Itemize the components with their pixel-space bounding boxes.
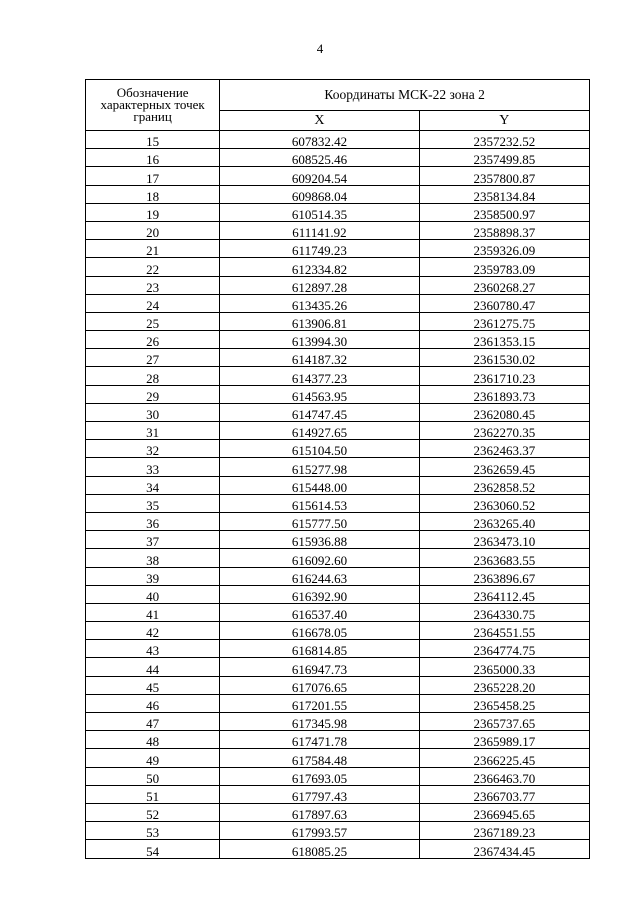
table-row <box>86 749 590 767</box>
cell-point-number: 53 <box>86 822 220 840</box>
table-row <box>86 731 590 749</box>
cell-x: 617201.55 <box>220 694 419 712</box>
cell-y: 2363265.40 <box>419 512 589 530</box>
cell-point-number: 29 <box>86 385 220 403</box>
cell-x: 609868.04 <box>220 185 419 203</box>
cell-x: 617471.78 <box>220 731 419 749</box>
table-row <box>86 312 590 330</box>
cell-y: 2361530.02 <box>419 349 589 367</box>
cell-y: 2357800.87 <box>419 167 589 185</box>
cell-point-number: 27 <box>86 349 220 367</box>
cell-point-number: 40 <box>86 585 220 603</box>
page-number: 4 <box>316 41 324 56</box>
table-row <box>86 840 590 858</box>
cell-point-number: 17 <box>86 167 220 185</box>
cell-point-number: 52 <box>86 803 220 821</box>
cell-y: 2363473.10 <box>419 531 589 549</box>
cell-x: 617345.98 <box>220 713 419 731</box>
cell-x: 609204.54 <box>220 167 419 185</box>
cell-y: 2361275.75 <box>419 312 589 330</box>
cell-x: 613435.26 <box>220 294 419 312</box>
cell-y: 2362270.35 <box>419 422 589 440</box>
cell-x: 610514.35 <box>220 203 419 221</box>
cell-point-number: 46 <box>86 694 220 712</box>
cell-x: 608525.46 <box>220 149 419 167</box>
cell-point-number: 30 <box>86 403 220 421</box>
cell-x: 615448.00 <box>220 476 419 494</box>
cell-point-number: 15 <box>86 131 220 149</box>
cell-y: 2359326.09 <box>419 240 589 258</box>
header-x: X <box>220 111 419 131</box>
cell-point-number: 28 <box>86 367 220 385</box>
cell-point-number: 44 <box>86 658 220 676</box>
table-row <box>86 258 590 276</box>
cell-x: 614377.23 <box>220 367 419 385</box>
table-row <box>86 512 590 530</box>
cell-point-number: 39 <box>86 567 220 585</box>
cell-point-number: 21 <box>86 240 220 258</box>
table-row <box>86 167 590 185</box>
cell-y: 2365000.33 <box>419 658 589 676</box>
table-body <box>86 131 590 859</box>
table-row <box>86 785 590 803</box>
table-row <box>86 349 590 367</box>
table-row <box>86 294 590 312</box>
cell-y: 2363683.55 <box>419 549 589 567</box>
table-row <box>86 622 590 640</box>
table-row <box>86 822 590 840</box>
cell-point-number: 33 <box>86 458 220 476</box>
cell-x: 613994.30 <box>220 331 419 349</box>
table-row <box>86 131 590 149</box>
cell-point-number: 22 <box>86 258 220 276</box>
cell-y: 2365228.20 <box>419 676 589 694</box>
cell-x: 615277.98 <box>220 458 419 476</box>
cell-x: 617897.63 <box>220 803 419 821</box>
cell-y: 2365989.17 <box>419 731 589 749</box>
table-row <box>86 240 590 258</box>
cell-y: 2366463.70 <box>419 767 589 785</box>
table-row <box>86 694 590 712</box>
cell-point-number: 35 <box>86 494 220 512</box>
table-row <box>86 458 590 476</box>
table-row <box>86 203 590 221</box>
cell-y: 2366703.77 <box>419 785 589 803</box>
cell-x: 613906.81 <box>220 312 419 330</box>
cell-y: 2359783.09 <box>419 258 589 276</box>
cell-y: 2363896.67 <box>419 567 589 585</box>
cell-x: 611141.92 <box>220 221 419 239</box>
cell-x: 611749.23 <box>220 240 419 258</box>
cell-y: 2362659.45 <box>419 458 589 476</box>
cell-x: 614927.65 <box>220 422 419 440</box>
cell-y: 2361893.73 <box>419 385 589 403</box>
cell-y: 2357232.52 <box>419 131 589 149</box>
cell-y: 2366945.65 <box>419 803 589 821</box>
cell-y: 2363060.52 <box>419 494 589 512</box>
table-row <box>86 549 590 567</box>
cell-point-number: 45 <box>86 676 220 694</box>
cell-point-number: 43 <box>86 640 220 658</box>
table-row <box>86 331 590 349</box>
table-row <box>86 185 590 203</box>
table-row <box>86 640 590 658</box>
header-y: Y <box>419 111 589 131</box>
cell-point-number: 25 <box>86 312 220 330</box>
cell-y: 2362463.37 <box>419 440 589 458</box>
cell-x: 615104.50 <box>220 440 419 458</box>
cell-y: 2364112.45 <box>419 585 589 603</box>
cell-point-number: 54 <box>86 840 220 858</box>
cell-point-number: 50 <box>86 767 220 785</box>
cell-point-number: 16 <box>86 149 220 167</box>
cell-point-number: 19 <box>86 203 220 221</box>
cell-y: 2360780.47 <box>419 294 589 312</box>
cell-x: 612897.28 <box>220 276 419 294</box>
cell-point-number: 41 <box>86 603 220 621</box>
cell-point-number: 26 <box>86 331 220 349</box>
table-row <box>86 713 590 731</box>
cell-x: 617693.05 <box>220 767 419 785</box>
cell-y: 2364551.55 <box>419 622 589 640</box>
cell-x: 616678.05 <box>220 622 419 640</box>
table-row <box>86 385 590 403</box>
cell-point-number: 18 <box>86 185 220 203</box>
cell-point-number: 36 <box>86 512 220 530</box>
table-row <box>86 803 590 821</box>
table-row <box>86 567 590 585</box>
cell-y: 2358898.37 <box>419 221 589 239</box>
cell-y: 2367434.45 <box>419 840 589 858</box>
cell-x: 607832.42 <box>220 131 419 149</box>
cell-y: 2365458.25 <box>419 694 589 712</box>
cell-y: 2366225.45 <box>419 749 589 767</box>
cell-point-number: 47 <box>86 713 220 731</box>
cell-point-number: 49 <box>86 749 220 767</box>
cell-y: 2367189.23 <box>419 822 589 840</box>
cell-point-number: 23 <box>86 276 220 294</box>
table-row <box>86 767 590 785</box>
cell-x: 616814.85 <box>220 640 419 658</box>
cell-point-number: 51 <box>86 785 220 803</box>
table-row <box>86 221 590 239</box>
cell-x: 617584.48 <box>220 749 419 767</box>
cell-x: 612334.82 <box>220 258 419 276</box>
cell-x: 617076.65 <box>220 676 419 694</box>
cell-y: 2361710.23 <box>419 367 589 385</box>
cell-x: 616392.90 <box>220 585 419 603</box>
table-row <box>86 149 590 167</box>
cell-x: 614747.45 <box>220 403 419 421</box>
cell-y: 2362080.45 <box>419 403 589 421</box>
cell-x: 616092.60 <box>220 549 419 567</box>
table-row <box>86 276 590 294</box>
cell-y: 2364330.75 <box>419 603 589 621</box>
cell-x: 616537.40 <box>220 603 419 621</box>
cell-x: 617993.57 <box>220 822 419 840</box>
cell-y: 2360268.27 <box>419 276 589 294</box>
table-row <box>86 658 590 676</box>
table-row <box>86 585 590 603</box>
cell-x: 618085.25 <box>220 840 419 858</box>
table-row <box>86 494 590 512</box>
cell-point-number: 31 <box>86 422 220 440</box>
cell-x: 615614.53 <box>220 494 419 512</box>
cell-point-number: 34 <box>86 476 220 494</box>
cell-x: 615777.50 <box>220 512 419 530</box>
cell-x: 616244.63 <box>220 567 419 585</box>
cell-point-number: 24 <box>86 294 220 312</box>
cell-y: 2362858.52 <box>419 476 589 494</box>
cell-y: 2364774.75 <box>419 640 589 658</box>
cell-point-number: 37 <box>86 531 220 549</box>
cell-y: 2357499.85 <box>419 149 589 167</box>
cell-y: 2358500.97 <box>419 203 589 221</box>
cell-y: 2358134.84 <box>419 185 589 203</box>
cell-x: 614563.95 <box>220 385 419 403</box>
table-row <box>86 476 590 494</box>
header-point-designation: Обозначение характерных точек границ <box>86 80 220 131</box>
cell-y: 2365737.65 <box>419 713 589 731</box>
cell-x: 615936.88 <box>220 531 419 549</box>
table-row <box>86 367 590 385</box>
cell-y: 2361353.15 <box>419 331 589 349</box>
cell-x: 614187.32 <box>220 349 419 367</box>
table-row <box>86 403 590 421</box>
table-row <box>86 531 590 549</box>
table-row <box>86 422 590 440</box>
cell-x: 616947.73 <box>220 658 419 676</box>
table-row <box>86 440 590 458</box>
cell-x: 617797.43 <box>220 785 419 803</box>
table-row <box>86 676 590 694</box>
cell-point-number: 20 <box>86 221 220 239</box>
table-row <box>86 603 590 621</box>
cell-point-number: 42 <box>86 622 220 640</box>
cell-point-number: 32 <box>86 440 220 458</box>
header-coordinates: Координаты МСК-22 зона 2 <box>220 80 590 111</box>
cell-point-number: 38 <box>86 549 220 567</box>
coordinates-table <box>85 79 590 859</box>
cell-point-number: 48 <box>86 731 220 749</box>
